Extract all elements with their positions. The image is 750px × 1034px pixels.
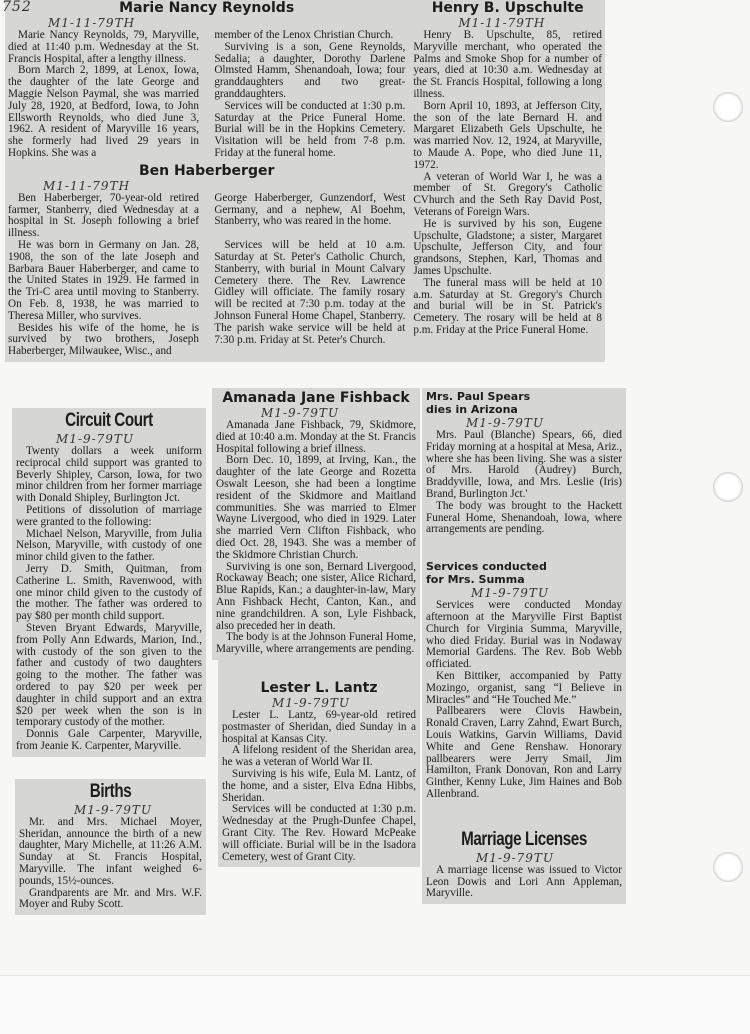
clipping-top	[5, 0, 605, 362]
headline-lantz: Lester L. Lantz	[260, 679, 378, 696]
paragraph: Mrs. Paul (Blanche) Spears, 66, died Friday morning at a hospital at Mesa, Ariz., where she has been living. She was a sister of Mrs. Harold (Audrey) Burch, Braddyville, Iowa, and Mrs. Leslie (Iris) Brand, Burlington Jct.'	[426, 429, 622, 500]
paragraph: Surviving is one son, Bernard Livergood, Rockaway Beach; one sister, Alice Richard, Blue Rapids, Kan.; a daughter-in-law, Mary Ann Fishback Hecht, Canton, Kan., and nine grandchildren. A son, Lyle Fishback, also preceded her in death.	[216, 560, 416, 632]
binder-hole	[713, 92, 743, 122]
handwritten-date: M1-11-79TH	[48, 16, 136, 30]
paragraph: George Haberberger, Gunzendorf, West Germany, and a nephew, Al Boehm, Stanberry, who was reared in the home.	[214, 191, 406, 228]
handwritten-date: M1-9-79TU	[272, 695, 351, 710]
reynolds-col2	[214, 30, 405, 160]
paragraph: Twenty dollars a week uniform reciprocal child support was granted to Beverly Shipley, Carson, Iowa, for two minor children from her former marriage with Donald Shipley, Burlington Jct.	[16, 445, 202, 505]
summa-body	[426, 600, 622, 801]
paragraph: He was born in Germany on Jan. 28, 1908, the son of the late Joseph and Barbara Bauer Haberberger, and came to the United States in 1929. He farmed in the Tri-C area until moving to Stanberry. On Feb. 8, 1938, he was married to Theresa Miller, who survives.	[8, 238, 199, 322]
clipping-births	[15, 779, 206, 915]
paragraph: Donnis Gale Carpenter, Maryville, from Jeanie K. Carpenter, Maryville.	[16, 728, 202, 752]
paragraph: Amanada Jane Fishback, 79, Skidmore, died at 10:40 a.m. Monday at the St. Francis Hospital following a brief illness.	[216, 419, 416, 455]
top-left-column	[8, 0, 405, 358]
top-right-column	[413, 0, 602, 358]
circuit-body	[16, 446, 202, 753]
headline-line: for Mrs. Summa	[426, 573, 525, 587]
handwritten-date: M1-9-79TU	[476, 850, 555, 865]
left-column	[12, 408, 206, 915]
fishback-body	[216, 420, 416, 656]
paragraph: Ben Haberberger, 70-year-old retired farmer, Stanberry, died Wednesday at a hospital in St. Joseph following a brief illness.	[8, 191, 199, 240]
paragraph: Jerry D. Smith, Quitman, from Catherine L. Smith, Ravenwood, with one minor child given to the custody of the mother. The father was ordered to pay $80 per month child support.	[16, 562, 202, 623]
paragraph: The body is at the Johnson Funeral Home, Maryville, where arrangements are pending.	[216, 631, 416, 656]
clipping-fishback	[212, 388, 420, 660]
paragraph: He is survived by his son, Eugene Upschulte, Gladstone; a sister, Margaret Upschulte, Jefferson City, and four grandsons, Stephen, Karl, Thomas and James Upschulte.	[413, 217, 602, 277]
right-column	[422, 388, 626, 904]
reynolds-columns	[8, 30, 405, 160]
paragraph: Mr. and Mrs. Michael Moyer, Sheridan, announce the birth of a new daughter, Mary Michelle, at 11:26 A.M. Sunday at St. Francis Hospital, Maryville. The infant weighed 6-pounds, 15½-ounces.	[19, 815, 202, 887]
headline-haberberger: Ben Haberberger	[138, 162, 275, 179]
scanner-margin	[0, 975, 750, 1034]
paragraph: Steven Bryant Edwards, Maryville, from Polly Ann Edwards, Marion, Ind., with custody of the son given to the father and custody of two daughters going to the mother. The father was ordered to pay $20 per week per daughter in child support and an extra $20 per week when the son is in temporary custody of the mother.	[16, 621, 202, 729]
handwritten-date: M1-9-79TU	[471, 586, 550, 601]
haberberger-col1	[8, 193, 199, 358]
paragraph: Services were conducted Monday afternoon at the Maryville First Baptist Church for Virginia Summa, Maryville, who died Friday. Burial was in Nodaway Memorial Gardens. The Rev. Bob Webb officiated.	[426, 599, 622, 671]
headline-marriage-licenses: Marriage Licenses	[461, 828, 587, 850]
lantz-body	[222, 710, 416, 863]
paragraph: The funeral mass will be held at 10 a.m. Saturday at St. Gregory's Church and burial will be in St. Patrick's Cemetery. The rosary will be held at 8 p.m. Friday at the Price Funeral Home.	[413, 276, 602, 336]
paragraph: Ken Bittiker, accompanied by Patty Mozingo, organist, sang “I Believe in Miracles” and “He Touched Me.”	[426, 669, 622, 706]
reynolds-col1	[8, 30, 199, 160]
headline-line: dies in Arizona	[426, 403, 518, 416]
paragraph: Lester L. Lantz, 69-year-old retired postmaster of Sheridan, died Sunday in a hospital at Kansas City.	[222, 708, 416, 745]
handwritten-date: M1-11-79TH	[458, 16, 546, 30]
headline-fishback: Amanada Jane Fishback	[222, 390, 410, 406]
handwritten-date: M1-9-79TU	[56, 432, 135, 446]
middle-column	[212, 388, 420, 867]
handwritten-date: M1-9-79TU	[261, 406, 340, 420]
upschulte-body	[413, 30, 602, 337]
paragraph: Services will be conducted at 1:30 p.m. Saturday at the Price Funeral Home. Burial will be in the Hopkins Cemetery. Visitation will be held from 7-8 p.m. Friday at the funeral home.	[214, 99, 406, 159]
clipping-right	[422, 388, 626, 904]
paragraph: Marie Nancy Reynolds, 79, Maryville, died at 11:40 p.m. Wednesday at the St. Francis Hospital, after a lengthy illness.	[8, 29, 199, 65]
headline-reynolds: Marie Nancy Reynolds	[119, 0, 295, 16]
clipping-circuit-court	[12, 408, 206, 757]
paragraph: Pallbearers were Clovis Hawbein, Ronald Craven, Larry Zahnd, Ewart Burch, Louis Watkins, Garvin Williams, David White and Gene Renshaw. Honorary pallbearers were Jerry Smail, Jim Hamilton, Frank Donovan, Ron and Larry Ginther, Kenny Luke, Jim Haines and Bob Allenbrand.	[426, 705, 622, 800]
haberberger-col2	[214, 193, 405, 358]
bottom-clippings	[0, 388, 750, 915]
paragraph: Michael Nelson, Maryville, from Julia Nelson, Maryville, with custody of one minor child given to the father.	[16, 527, 202, 564]
spears-body	[426, 430, 622, 536]
headline-upschulte: Henry B. Upschulte	[431, 0, 584, 16]
paragraph: Besides his wife of the home, he is survived by two brothers, Joseph Haberberger, Milwaukee, Wisc., and	[8, 321, 199, 358]
paragraph: Services will be held at 10 a.m. Saturday at St. Peter's Catholic Church, Stanberry, with burial in Mount Calvary Cemetery there. The Rev. Lawrence Gidley will officiate. The family rosary will be recited at 7:30 p.m. today at the Johnson Funeral Home Chapel, Stanberry. The parish wake service will be held at 7:30 p.m. Friday at St. Peter's Church.	[214, 239, 406, 346]
headline-line: Mrs. Paul Spears	[426, 390, 531, 403]
births-body	[19, 817, 202, 911]
paragraph: Petitions of dissolution of marriage were granted to the following:	[16, 503, 202, 528]
handwritten-date: M1-9-79TU	[466, 416, 545, 430]
paragraph: Born March 2, 1899, at Lenox, Iowa, the daughter of the late George and Maggie Nelson Paymal, she was married July 28, 1920, at Bedford, Iowa, to John Ellsworth Reynolds, who died June 3, 1962. A resident of Maryville 16 years, she formerly had lived 29 years in Hopkins. She was a	[8, 64, 199, 159]
haberberger-columns	[8, 193, 405, 358]
paragraph: Grandparents are Mr. and Mrs. W.F. Moyer and Ruby Scott.	[19, 886, 202, 911]
headline-births: Births	[89, 780, 132, 802]
headline-spears	[426, 390, 622, 416]
paragraph: member of the Lenox Christian Church.	[214, 29, 394, 41]
handwritten-date: M1-11-79TH	[43, 178, 131, 193]
paragraph: A marriage license was issued to Victor Leon Dowis and Lori Ann Appleman, Maryville.	[426, 863, 622, 900]
paragraph: The body was brought to the Hackett Funeral Home, Shenandoah, Iowa, where arrangements are pending.	[426, 499, 622, 536]
paragraph: A veteran of World War I, he was a member of St. Gregory's Catholic CVhurch and the Seth Ray David Post, Veterans of Foreign Wars.	[413, 170, 602, 218]
headline-line: Services conducted	[426, 560, 547, 574]
paragraph: Born April 10, 1893, at Jefferson City, the son of the late Bernard H. and Margaret Elizabeth Gels Upschulte, he was married Nov. 12, 1924, at Maryville, to Maude A. Pope, who died June 11, 1972.	[413, 99, 602, 171]
paragraph: Services will be conducted at 1:30 p.m. Wednesday at the Prugh-Dunfee Chapel, Grant City. The Rev. Howard McPeake will officiate. Burial will be in the Isadora Cemetery, west of Grant City.	[222, 803, 416, 863]
paragraph: Henry B. Upschulte, 85, retired Maryville merchant, who operated the Palms and Smoke Shop for a number of years, died at 10:30 a.m. Wednesday at the St. Francis Hospital, following a long illness.	[413, 29, 602, 100]
paragraph: Surviving is his wife, Eula M. Lantz, of the home, and a sister, Elva Edna Hibbs, Sheridan.	[222, 767, 416, 804]
clipping-lantz	[218, 660, 420, 867]
marriage-body	[426, 865, 622, 900]
headline-circuit-court: Circuit Court	[65, 410, 153, 431]
paragraph: Born Dec. 10, 1899, at Irving, Kan., the daughter of the late George and Rozetta Oswalt Leeson, she had been a longtime resident of the Skidmore and Maitland communities. She was married to Elmer Wayne Livergood, who died in 1929. Later she married Vern Clifton Fishback, who died Oct. 28, 1943. She was a member of the Skidmore Christian Church.	[216, 454, 416, 561]
page-number: 752	[2, 0, 32, 15]
paragraph: Surviving is a son, Gene Reynolds, Sedalia; a daughter, Dorothy Darlene Olmsted Hamm, Shenandoah, Iowa; four granddaughters and two great-granddaughters.	[214, 40, 406, 100]
paragraph: A lifelong resident of the Sheridan area, he was a veteran of World War II.	[222, 744, 416, 769]
handwritten-date: M1-9-79TU	[74, 802, 153, 817]
headline-summa	[426, 560, 622, 586]
